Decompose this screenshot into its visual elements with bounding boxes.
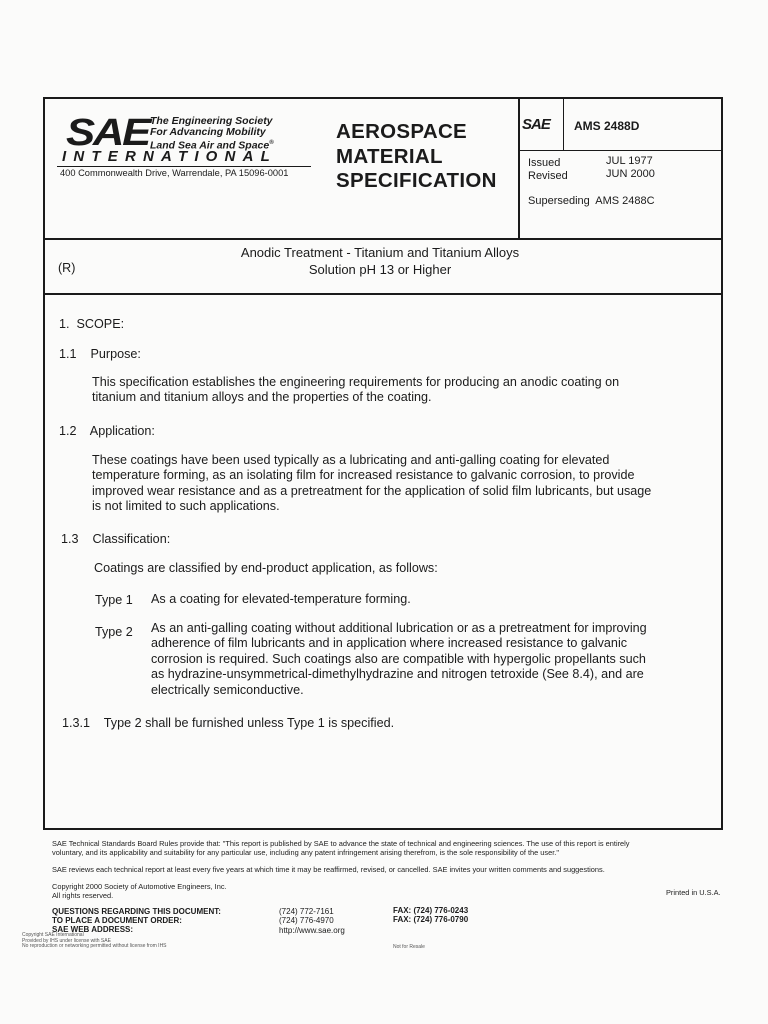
tagline-line-1: The Engineering Society [150,115,273,127]
international-wordmark: INTERNATIONAL [62,148,277,165]
classification-intro: Coatings are classified by end-product application, as follows: [94,561,438,575]
issued-label: Issued [528,157,561,169]
title-line-1: Anodic Treatment - Titanium and Titanium Alloys [240,245,520,260]
type2-description: As an anti-galling coating without additional lubrication or as a pretreatment for improving adherence of film lubricants and in application where increased resistance to galvanic corrosion is required. Such coatings also are compatible with hypergolic propellants such as hydrazine-unsymmetrical-dimethylhydrazine and nitrogen tetroxide (See 8.4), and are electrically semiconductive. [151,621,647,697]
application-paragraph: These coatings have been used typically as a lubricating and anti-galling coating for elevated temperature forming, as an isolating film for increased resistance to galvanic corrosion, to provide improved wear resistance and as a pretreatment for the application of solid film lubricants, but usage is not limited to such applications. [92,453,652,514]
revised-date: JUN 2000 [606,168,655,180]
tagline-line-2: For Advancing Mobility [150,126,266,138]
sae-address: 400 Commonwealth Drive, Warrendale, PA 15096-0001 [60,168,289,178]
printed-in: Printed in U.S.A. [666,888,721,897]
revision-mark: (R) [58,261,76,275]
title-divider [43,293,723,295]
title-line-2: Solution pH 13 or Higher [308,262,452,277]
sae-tagline [150,116,320,152]
type1-description: As a coating for elevated-temperature forming. [151,592,411,606]
order-label: TO PLACE A DOCUMENT ORDER: [52,916,182,925]
section-purpose-heading: 1.1 Purpose: [59,347,141,361]
web-address-url[interactable]: http://www.sae.org [279,926,345,935]
section-1-3-1: 1.3.1 Type 2 shall be furnished unless Type 1 is specified. [62,716,395,730]
section-classification-heading: 1.3 Classification: [61,532,171,546]
review-notice: SAE reviews each technical report at least every five years at which time it may be reaffirmed, revised, or cancelled. SAE invites your written comments and suggestions. [52,865,605,874]
wordmark-rule [57,166,311,167]
purpose-paragraph: This specification establishes the engineering requirements for producing an anodic coating on titanium and titanium alloys and the properties of the coating. [92,375,620,405]
specification-heading: AEROSPACE MATERIAL SPECIFICATION [336,120,497,192]
document-number: AMS 2488D [574,119,640,133]
order-phone: (724) 776-4970 [279,916,334,925]
order-fax: FAX: (724) 776-0790 [393,915,469,924]
docbox-left-border [518,97,520,239]
issued-date: JUL 1977 [606,155,653,167]
tagline-line-3: Land Sea Air and Space® [150,139,274,152]
section-application-heading: 1.2 Application: [59,424,155,438]
section-scope-heading: 1. SCOPE: [59,317,125,331]
rules-notice: SAE Technical Standards Board Rules provide that: "This report is published by SAE to advance the state of technical and engineering sciences. The use of this report is entirely voluntary, and its applicability and suitability for any particular use, including any patent infringement arising therefrom, is the sole responsibility of the user." [52,839,630,857]
type1-label: Type 1 [95,593,133,607]
superseding-note: Superseding AMS 2488C [528,195,655,207]
header-divider [43,238,723,240]
questions-label: QUESTIONS REGARDING THIS DOCUMENT: [52,907,221,916]
type2-label: Type 2 [95,625,133,639]
copyright-notice: Copyright 2000 Society of Automotive Engineers, Inc. All rights reserved. [52,882,227,900]
ihs-stamp: Copyright SAE International Provided by IHS under license with SAE No reproduction or networking permitted without license from IHS [22,932,167,949]
questions-phone: (724) 772-7161 [279,907,334,916]
docbox-number-divider [518,150,723,151]
questions-fax: FAX: (724) 776-0243 [393,906,469,915]
sae-logo: SAE [66,112,149,154]
revised-label: Revised [528,170,568,182]
docbox-sae-logo: SAE [522,116,550,133]
web-address-label: SAE WEB ADDRESS: [52,925,134,934]
not-for-resale: Not for Resale [393,944,425,950]
docbox-inner-divider [563,97,564,151]
document-title [200,244,560,278]
